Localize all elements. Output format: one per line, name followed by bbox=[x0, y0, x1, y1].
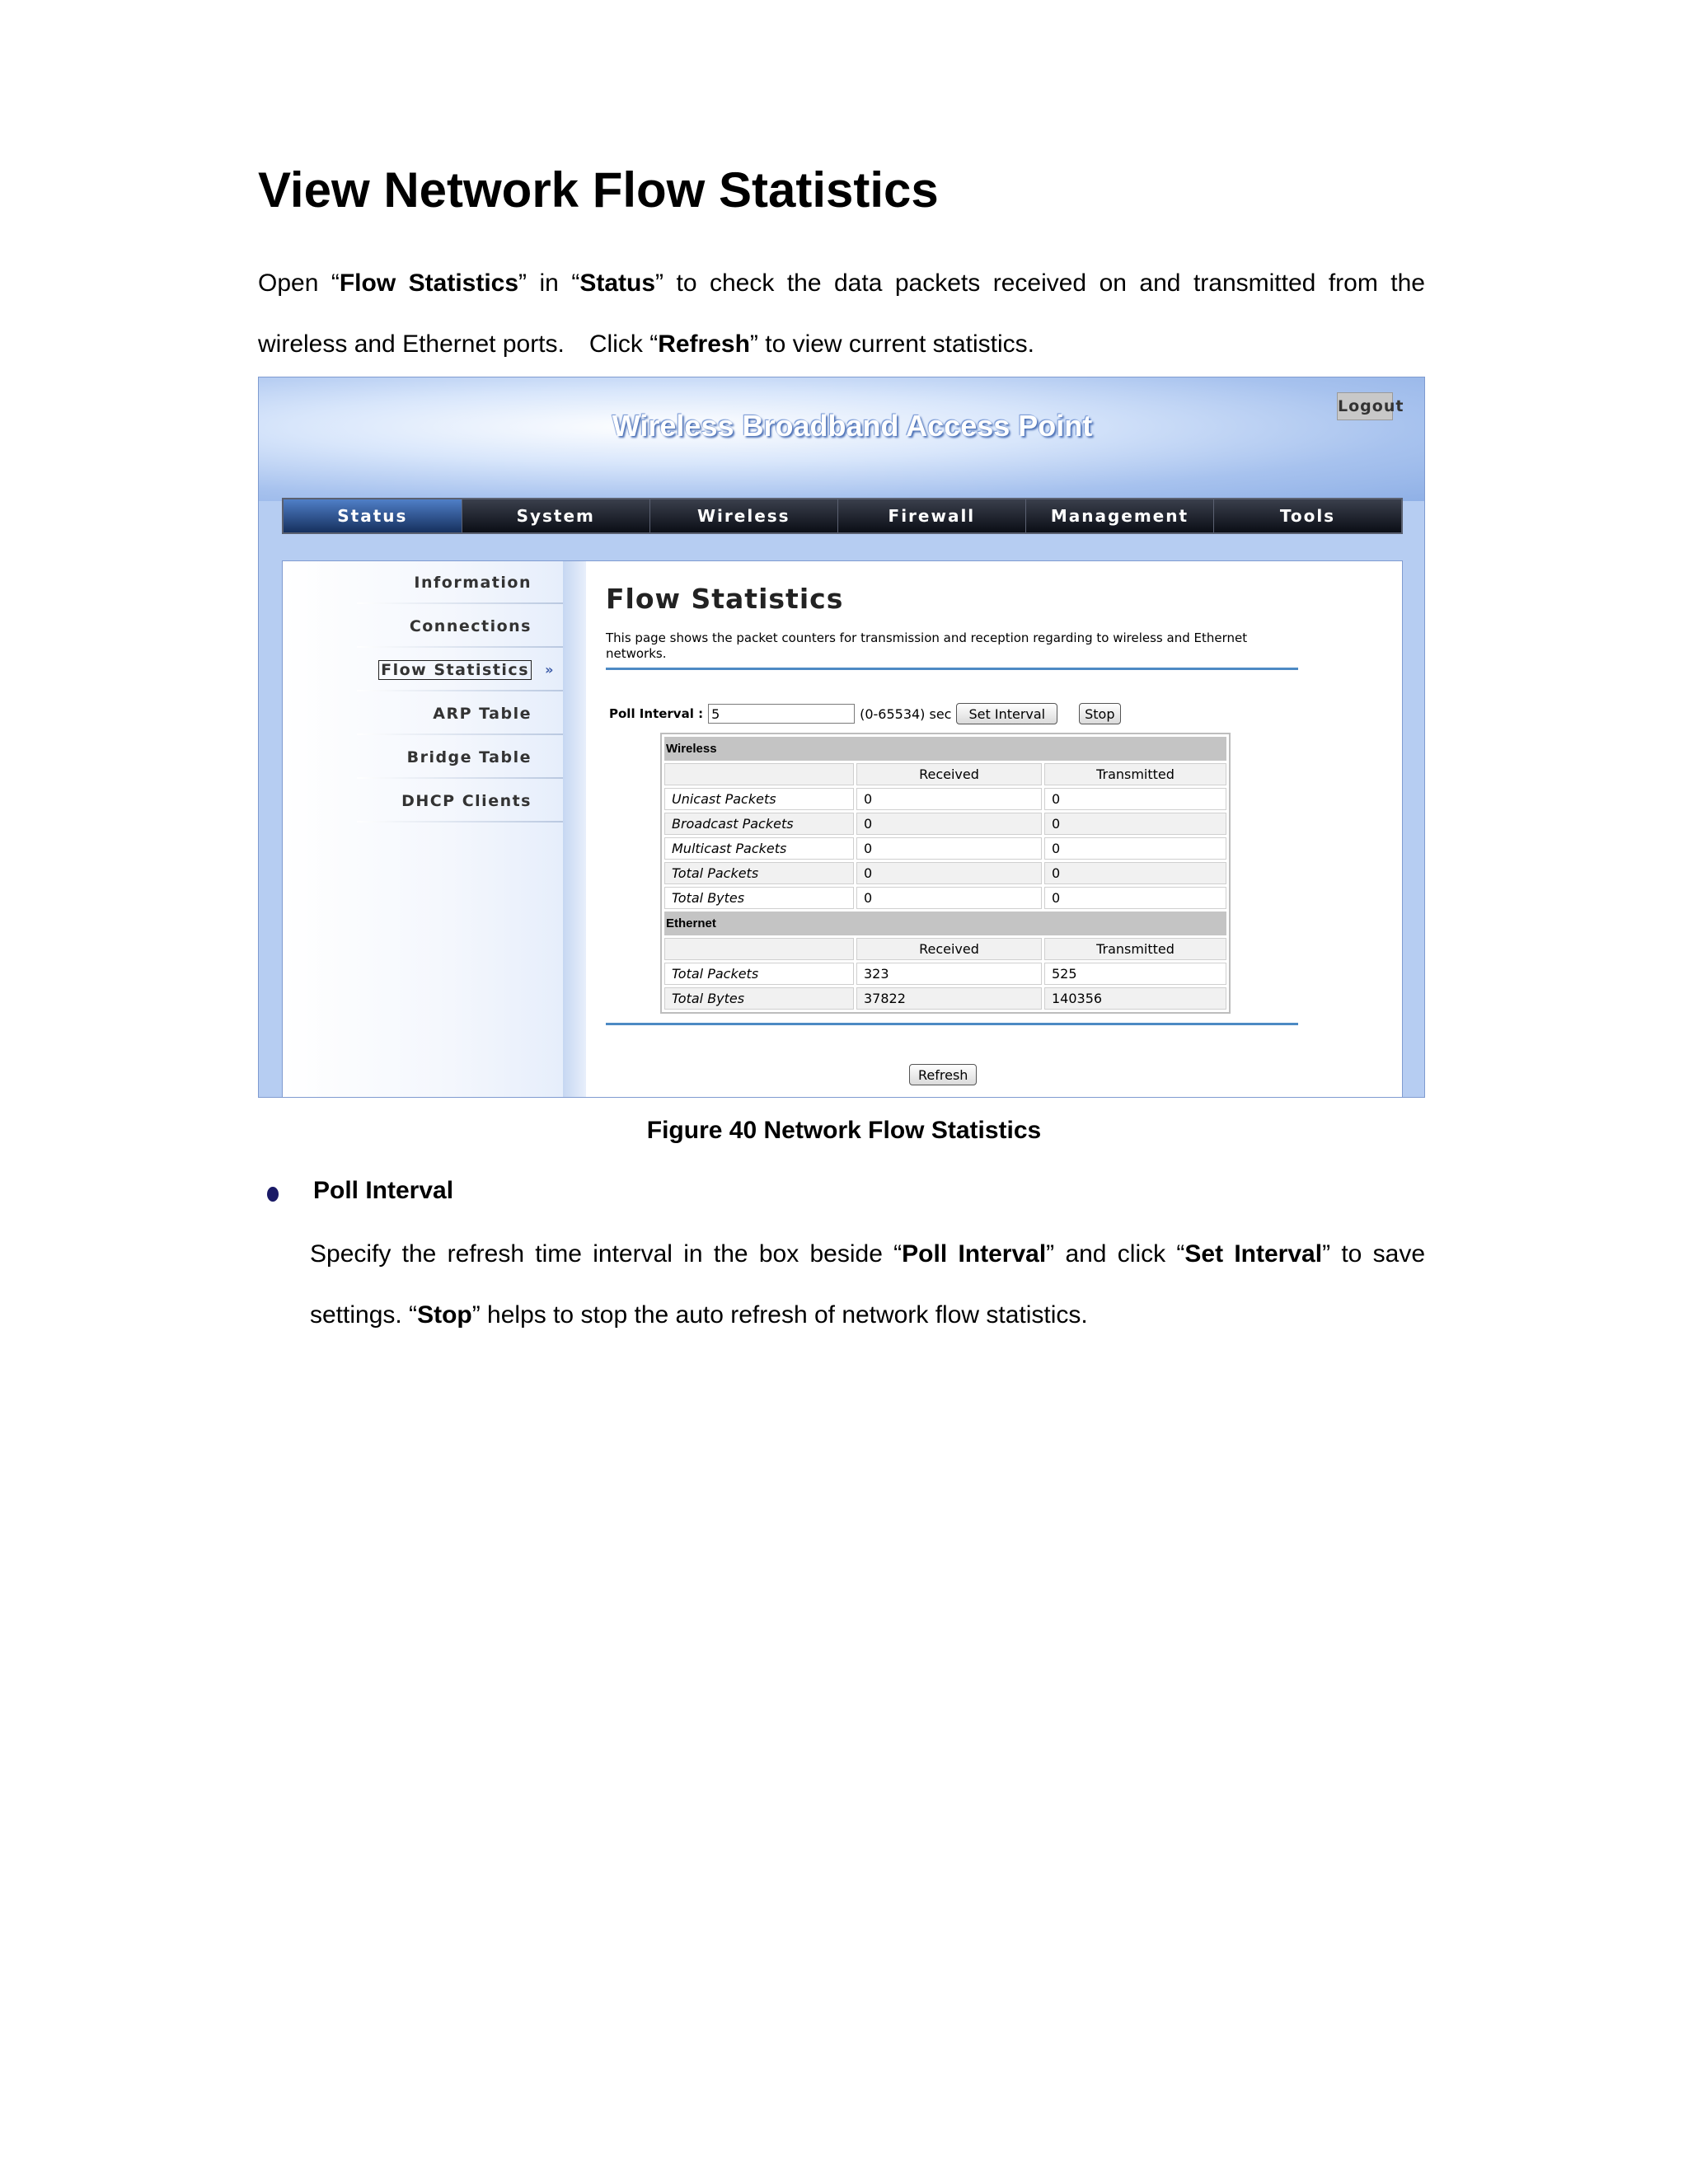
stop-button[interactable]: Stop bbox=[1079, 703, 1120, 724]
poll-interval-input[interactable] bbox=[708, 704, 855, 724]
received-value: 0 bbox=[856, 837, 1042, 860]
banner bbox=[259, 377, 1425, 501]
sidebar-item-bridge-table[interactable]: Bridge Table bbox=[357, 736, 563, 779]
received-value: 0 bbox=[856, 813, 1042, 835]
table-row bbox=[664, 963, 1226, 985]
transmitted-value: 140356 bbox=[1044, 987, 1226, 1010]
tab-tools[interactable]: Tools bbox=[1279, 506, 1336, 526]
row-label: Total Packets bbox=[664, 862, 854, 884]
row-label: Total Packets bbox=[664, 963, 854, 985]
row-label: Multicast Packets bbox=[664, 837, 854, 860]
document-title: View Network Flow Statistics bbox=[258, 162, 939, 218]
transmitted-value: 0 bbox=[1044, 813, 1226, 835]
column-header-row bbox=[664, 938, 1226, 960]
text-run: ” to check the data packets received on and transmitted from the bbox=[655, 269, 1425, 297]
bullet-title: Poll Interval bbox=[313, 1177, 454, 1204]
intro-line-2 bbox=[258, 314, 1425, 375]
poll-line-2 bbox=[310, 1285, 1425, 1346]
page-description: This page shows the packet counters for transmission and reception regarding to wireless and Ethernet networks. bbox=[606, 630, 1248, 661]
text-run: ” and click “ bbox=[1046, 1240, 1185, 1268]
divider-top bbox=[606, 668, 1298, 670]
row-label: Unicast Packets bbox=[664, 788, 854, 810]
received-value: 0 bbox=[856, 862, 1042, 884]
intro-line-1 bbox=[258, 253, 1425, 314]
transmitted-value: 0 bbox=[1044, 887, 1226, 909]
banner-title: Wireless Broadband Access Point bbox=[612, 409, 1093, 443]
received-value: 37822 bbox=[856, 987, 1042, 1010]
bold-run: Flow Statistics bbox=[339, 269, 519, 297]
transmitted-value: 525 bbox=[1044, 963, 1226, 985]
table-row bbox=[664, 788, 1226, 810]
received-value: 0 bbox=[856, 788, 1042, 810]
divider-bottom bbox=[606, 1023, 1298, 1025]
column-header-row bbox=[664, 763, 1226, 785]
transmitted-value: 0 bbox=[1044, 788, 1226, 810]
sidebar-item-arp-table[interactable]: ARP Table bbox=[357, 692, 563, 735]
poll-interval-label: Poll Interval : bbox=[609, 706, 704, 721]
logout-button[interactable]: Logout bbox=[1337, 392, 1393, 420]
bold-run: Refresh bbox=[658, 330, 750, 358]
tab-system[interactable]: System bbox=[462, 499, 650, 532]
received-value: 323 bbox=[856, 963, 1042, 985]
tab-wireless[interactable]: Wireless bbox=[650, 499, 838, 532]
tab-status[interactable]: Status bbox=[284, 499, 462, 532]
row-label: Total Bytes bbox=[664, 887, 854, 909]
col-transmitted: Transmitted bbox=[1044, 763, 1226, 785]
wireless-heading: Wireless bbox=[664, 737, 1226, 761]
header-blank-cell bbox=[664, 938, 854, 960]
text-run: ” to save bbox=[1322, 1240, 1425, 1268]
table-row bbox=[664, 987, 1226, 1010]
sidebar bbox=[283, 561, 563, 1098]
text-run: Click “ bbox=[588, 330, 659, 358]
transmitted-value: 0 bbox=[1044, 837, 1226, 860]
col-received: Received bbox=[856, 763, 1042, 785]
flow-stats-table bbox=[660, 733, 1231, 1014]
col-received: Received bbox=[856, 938, 1042, 960]
table-row bbox=[664, 862, 1226, 884]
figure-caption: Figure 40 Network Flow Statistics bbox=[646, 1117, 1042, 1144]
table-row bbox=[664, 887, 1226, 909]
content-panel bbox=[282, 560, 1403, 1098]
bold-run: Set Interval bbox=[1184, 1240, 1323, 1268]
ethernet-heading: Ethernet bbox=[664, 912, 1226, 935]
page-title: Flow Statistics bbox=[606, 583, 844, 615]
col-transmitted: Transmitted bbox=[1044, 938, 1226, 960]
text-run: Specify the refresh time interval in the box beside “ bbox=[310, 1240, 903, 1268]
text-run: settings. “ bbox=[310, 1301, 418, 1329]
bullet-icon bbox=[267, 1187, 279, 1202]
poll-interval-range: (0-65534) sec bbox=[860, 705, 952, 722]
router-ui-screenshot bbox=[258, 377, 1425, 1098]
intro-paragraph bbox=[258, 253, 1425, 375]
tab-firewall[interactable]: Firewall bbox=[838, 499, 1026, 532]
set-interval-button[interactable]: Set Interval bbox=[956, 703, 1057, 724]
text-run: ” helps to stop the auto refresh of network flow statistics. bbox=[471, 1301, 1088, 1329]
row-label: Total Bytes bbox=[664, 987, 854, 1010]
section-heading-row bbox=[664, 737, 1226, 761]
sidebar-item-flow-statistics[interactable] bbox=[357, 649, 563, 691]
sidebar-item-label: Flow Statistics bbox=[378, 660, 532, 680]
transmitted-value: 0 bbox=[1044, 862, 1226, 884]
main-nav bbox=[282, 498, 1403, 534]
sidebar-item-connections[interactable]: Connections bbox=[357, 605, 563, 648]
bold-run: Status bbox=[579, 269, 656, 297]
bold-run: Stop bbox=[417, 1301, 472, 1329]
text-run: ” to view current statistics. bbox=[749, 330, 1034, 358]
poll-interval-row bbox=[609, 701, 1121, 726]
chevron-right-icon: » bbox=[545, 662, 555, 677]
poll-line-1 bbox=[310, 1224, 1425, 1285]
table-row bbox=[664, 837, 1226, 860]
refresh-button[interactable]: Refresh bbox=[909, 1064, 977, 1085]
section-heading-row bbox=[664, 912, 1226, 935]
bold-run: Poll Interval bbox=[902, 1240, 1047, 1268]
poll-interval-paragraph bbox=[310, 1224, 1425, 1346]
sidebar-item-dhcp-clients[interactable]: DHCP Clients bbox=[357, 780, 563, 823]
table-row bbox=[664, 813, 1226, 835]
sidebar-item-information[interactable]: Information bbox=[357, 561, 563, 604]
row-label: Broadcast Packets bbox=[664, 813, 854, 835]
header-blank-cell bbox=[664, 763, 854, 785]
text-run: ” in “ bbox=[518, 269, 580, 297]
text-run: wireless and Ethernet ports. bbox=[258, 330, 565, 358]
tab-management[interactable]: Management bbox=[1026, 499, 1214, 532]
sidebar-divider bbox=[563, 561, 586, 1098]
received-value: 0 bbox=[856, 887, 1042, 909]
text-run: Open “ bbox=[258, 269, 340, 297]
